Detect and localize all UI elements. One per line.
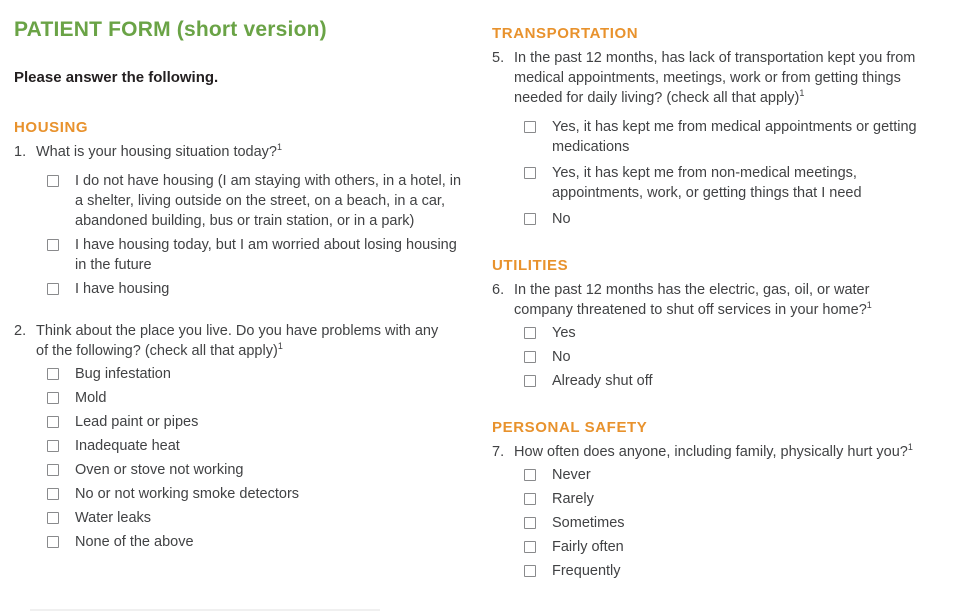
option-label: Inadequate heat	[75, 438, 180, 454]
bottom-divider	[30, 609, 380, 611]
checkbox[interactable]	[524, 375, 536, 387]
checkbox[interactable]	[47, 536, 59, 548]
checkbox[interactable]	[47, 464, 59, 476]
option-label: Lead paint or pipes	[75, 414, 199, 430]
footnote-marker: 1	[907, 442, 913, 453]
checkbox-option	[47, 235, 476, 275]
question-5	[492, 48, 954, 108]
question-6-text	[514, 280, 932, 320]
footnote-marker: 1	[277, 142, 283, 153]
question-7-options	[524, 465, 954, 581]
question-7-number: 7.	[492, 444, 505, 460]
section-personal-safety	[492, 419, 954, 581]
checkbox-option	[47, 364, 476, 384]
checkbox-option	[524, 347, 954, 367]
option-label: I have housing today, but I am worried about losing housing in the future	[75, 237, 457, 273]
checkbox-option	[524, 163, 954, 203]
option-label: Yes, it has kept me from medical appointments or getting medications	[552, 119, 917, 155]
section-transportation	[492, 25, 954, 229]
option-label: I do not have housing (I am staying with others, in a hotel, in a shelter, living outside on the street, on a beach, in a car, abandoned building, bus or train station, or in a park)	[75, 173, 462, 229]
checkbox[interactable]	[524, 167, 536, 179]
option-label: Oven or stove not working	[75, 462, 244, 478]
question-7-text	[514, 442, 913, 462]
checkbox-option	[47, 388, 476, 408]
checkbox[interactable]	[47, 392, 59, 404]
left-column	[14, 18, 476, 556]
question-2	[14, 321, 476, 361]
page-title: PATIENT FORM (short version)	[14, 18, 327, 41]
question-6	[492, 280, 954, 320]
checkbox[interactable]	[47, 368, 59, 380]
question-5-number: 5.	[492, 50, 505, 66]
checkbox[interactable]	[47, 175, 59, 187]
checkbox[interactable]	[47, 512, 59, 524]
checkbox[interactable]	[524, 517, 536, 529]
checkbox-option	[524, 465, 954, 485]
checkbox-option	[47, 532, 476, 552]
question-6-options	[524, 323, 954, 391]
checkbox-option	[524, 489, 954, 509]
option-label: No or not working smoke detectors	[75, 486, 300, 502]
option-label: Already shut off	[552, 373, 653, 389]
question-7-text-body: How often does anyone, including family, physically hurt you?	[514, 444, 908, 460]
checkbox-option	[47, 508, 476, 528]
option-label: No	[552, 211, 571, 227]
option-label: Bug infestation	[75, 366, 171, 382]
checkbox-option	[47, 460, 476, 480]
question-1-number: 1.	[14, 144, 27, 160]
checkbox-option	[524, 561, 954, 581]
intro-text: Please answer the following.	[14, 69, 219, 86]
section-utilities	[492, 257, 954, 391]
option-label: None of the above	[75, 534, 194, 550]
checkbox-option	[47, 279, 476, 299]
question-1-text-body: What is your housing situation today?	[36, 144, 277, 160]
option-label: I have housing	[75, 281, 170, 297]
option-label: Water leaks	[75, 510, 152, 526]
checkbox-option	[524, 371, 954, 391]
option-label: Rarely	[552, 491, 594, 507]
section-heading-utilities: UTILITIES	[492, 257, 569, 274]
checkbox[interactable]	[47, 440, 59, 452]
question-7	[492, 442, 954, 462]
checkbox[interactable]	[47, 283, 59, 295]
checkbox-option	[47, 436, 476, 456]
question-2-number: 2.	[14, 323, 27, 339]
checkbox[interactable]	[524, 469, 536, 481]
checkbox-option	[47, 171, 476, 231]
checkbox[interactable]	[524, 213, 536, 225]
section-heading-personal-safety: PERSONAL SAFETY	[492, 419, 648, 436]
option-label: Never	[552, 467, 591, 483]
question-5-text	[514, 48, 932, 108]
question-1-text	[36, 142, 282, 162]
footnote-marker: 1	[866, 300, 872, 311]
checkbox[interactable]	[524, 565, 536, 577]
question-5-options	[524, 117, 954, 229]
question-2-text	[36, 321, 444, 361]
option-label: No	[552, 349, 571, 365]
checkbox[interactable]	[47, 488, 59, 500]
right-column	[492, 25, 954, 585]
question-2-options	[47, 364, 476, 552]
option-label: Fairly often	[552, 539, 624, 555]
question-6-text-body: In the past 12 months has the electric, gas, oil, or water company threatened to shut off services in your home?	[514, 282, 870, 318]
option-label: Mold	[75, 390, 107, 406]
checkbox-option	[47, 484, 476, 504]
footnote-marker: 1	[799, 88, 805, 99]
checkbox[interactable]	[47, 239, 59, 251]
question-1-options	[47, 171, 476, 299]
question-1	[14, 142, 476, 162]
checkbox-option	[524, 209, 954, 229]
question-6-number: 6.	[492, 282, 505, 298]
option-label: Frequently	[552, 563, 621, 579]
checkbox[interactable]	[524, 327, 536, 339]
option-label: Sometimes	[552, 515, 625, 531]
checkbox[interactable]	[524, 493, 536, 505]
checkbox[interactable]	[47, 416, 59, 428]
section-heading-housing: HOUSING	[14, 119, 89, 136]
section-heading-transportation: TRANSPORTATION	[492, 25, 639, 42]
checkbox[interactable]	[524, 351, 536, 363]
option-label: Yes, it has kept me from non-medical meetings, appointments, work, or getting things that I need	[552, 165, 862, 201]
question-2-text-body: Think about the place you live. Do you have problems with any of the following? (check all that apply)	[36, 323, 439, 359]
question-5-text-body: In the past 12 months, has lack of transportation kept you from medical appointments, meetings, work or from getting things needed for daily living? (check all that apply)	[514, 50, 916, 106]
checkbox[interactable]	[524, 541, 536, 553]
checkbox[interactable]	[524, 121, 536, 133]
footnote-marker: 1	[277, 341, 283, 352]
checkbox-option	[524, 537, 954, 557]
checkbox-option	[524, 323, 954, 343]
checkbox-option	[524, 513, 954, 533]
checkbox-option	[47, 412, 476, 432]
option-label: Yes	[552, 325, 576, 341]
checkbox-option	[524, 117, 954, 157]
